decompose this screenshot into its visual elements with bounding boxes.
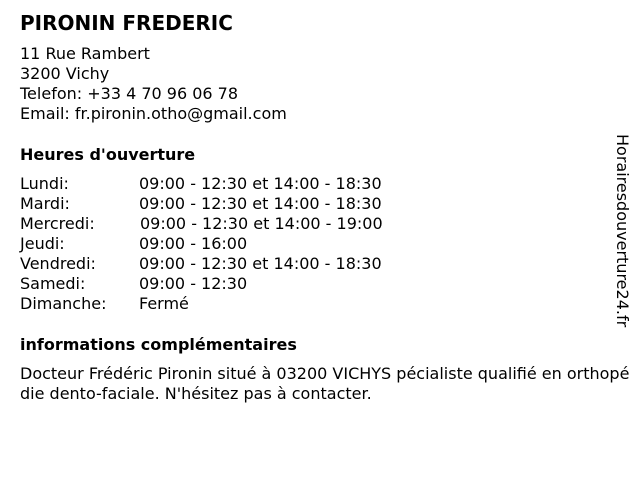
email-address: Email: fr.pironin.otho@gmail.com [20, 104, 287, 123]
day-label: Samedi: [20, 274, 86, 293]
contact-block [20, 44, 287, 124]
time-range: 09:00 - 12:30 et 14:00 - 19:00 [140, 214, 383, 233]
address-street: 11 Rue Rambert [20, 44, 150, 63]
time-range: 09:00 - 12:30 et 14:00 - 18:30 [139, 194, 382, 213]
info-description: Docteur Frédéric Pironin situé à 03200 VICHYS pécialiste qualifié en orthopédie dento-faciale. N'hésitez pas à contacter. [20, 364, 630, 403]
time-range: 09:00 - 12:30 [139, 274, 248, 293]
time-range: Fermé [139, 294, 189, 313]
site-watermark: Horairesdouverture24.fr [613, 134, 632, 328]
day-label: Mercredi: [20, 214, 95, 233]
time-range: 09:00 - 12:30 et 14:00 - 18:30 [139, 174, 382, 193]
day-label: Dimanche: [20, 294, 107, 313]
day-label: Mardi: [20, 194, 70, 213]
business-name: PIRONIN FREDERIC [20, 11, 233, 35]
address-city: 3200 Vichy [20, 64, 110, 83]
hours-heading: Heures d'ouverture [20, 145, 196, 164]
info-heading: informations complémentaires [20, 335, 297, 354]
day-label: Vendredi: [20, 254, 96, 273]
day-label: Lundi: [20, 174, 69, 193]
phone-number: Telefon: +33 4 70 96 06 78 [20, 84, 239, 103]
day-label: Jeudi: [20, 234, 65, 253]
time-range: 09:00 - 12:30 et 14:00 - 18:30 [139, 254, 382, 273]
time-range: 09:00 - 16:00 [139, 234, 248, 253]
